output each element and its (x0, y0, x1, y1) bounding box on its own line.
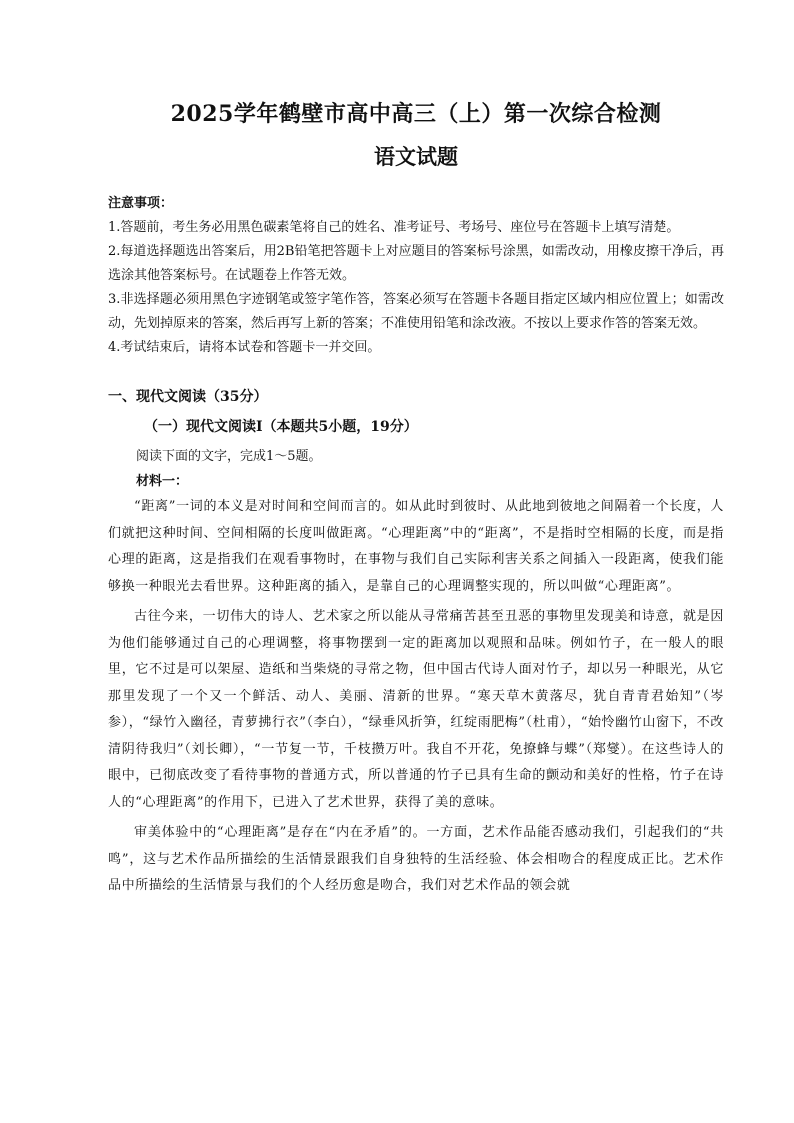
notes-list (108, 216, 724, 360)
subsection-heading: （一）现代文阅读Ⅰ（本题共5小题，19分） (144, 419, 418, 435)
section-heading: 一、现代文阅读（35分） (108, 389, 268, 405)
exam-title: 2025学年鹤壁市高中高三（上）第一次综合检测 (170, 101, 662, 127)
reading-instruction: 阅读下面的文字，完成1～5题。 (136, 449, 322, 464)
passage-paragraph: 审美体验中的“心理距离”是存在“内在矛盾”的。一方面，艺术作品能否感动我们，引起我们的“共鸣”，这与艺术作品所描绘的生活情景跟我们自身独特的生活经验、体会相吻合的程度成正比。艺术作品中所描绘的生活情景与我们的个人经历愈是吻合，我们对艺术作品的领会就 (108, 825, 724, 893)
note-item: 4.考试结束后，请将本试卷和答题卡一并交回。 (108, 340, 381, 355)
note-item: 3.非选择题必须用黑色字迹钢笔或签字笔作答，答案必须写在答题卡各题目指定区域内相应位置上；如需改动，先划掉原来的答案，然后再写上新的答案；不准使用铅笔和涂改液。不按以上要求作答的答案无效。 (108, 292, 724, 331)
passage-paragraph: 古往今来，一切伟大的诗人、艺术家之所以能从寻常痛苦甚至丑恶的事物里发现美和诗意，就是因为他们能够通过自己的心理调整，将事物摆到一定的距离加以观照和品味。例如竹子，在一般人的眼里，它不过是可以架屋、造纸和当柴烧的寻常之物，但中国古代诗人面对竹子，却以另一种眼光，从它那里发现了一个又一个鲜活、动人、美丽、清新的世界。“寒天草木黄落尽，犹自青青君始知”（岑参），“绿竹入幽径，青萝拂行衣”（李白），“绿垂风折笋，红绽雨肥梅”（杜甫），“始怜幽竹山窗下，不改清阴待我归”（刘长卿），“一节复一节，千枝攒万叶。我自不开花，免撩蜂与蝶”（郑燮）。在这些诗人的眼中，已彻底改变了看待事物的普通方式，所以普通的竹子已具有生命的颤动和美好的性格，竹子在诗人的“心理距离”的作用下，已进入了艺术世界，获得了美的意味。 (108, 609, 724, 810)
note-item: 1.答题前，考生务必用黑色碳素笔将自己的姓名、准考证号、考场号、座位号在答题卡上填写清楚。 (108, 220, 680, 235)
exam-subtitle: 语文试题 (374, 144, 458, 169)
notes-heading: 注意事项： (108, 196, 174, 211)
passage-paragraph: “距离”一词的本义是对时间和空间而言的。如从此时到彼时、从此地到彼地之间隔着一个长度，人们就把这种时间、空间相隔的长度叫做距离。“心理距离”中的“距离”，不是指时空相隔的长度，而是指心理的距离，这是指我们在观看事物时，在事物与我们自己实际利害关系之间插入一段距离，使我们能够换一种眼光去看世界。这种距离的插入，是靠自己的心理调整实现的，所以叫做“心理距离”。 (108, 499, 724, 594)
note-item: 2.每道选择题选出答案后，用2B铅笔把答题卡上对应题目的答案标号涂黑，如需改动，用橡皮擦干净后，再选涂其他答案标号。在试题卷上作答无效。 (108, 244, 724, 283)
material-label: 材料一： (136, 474, 189, 489)
